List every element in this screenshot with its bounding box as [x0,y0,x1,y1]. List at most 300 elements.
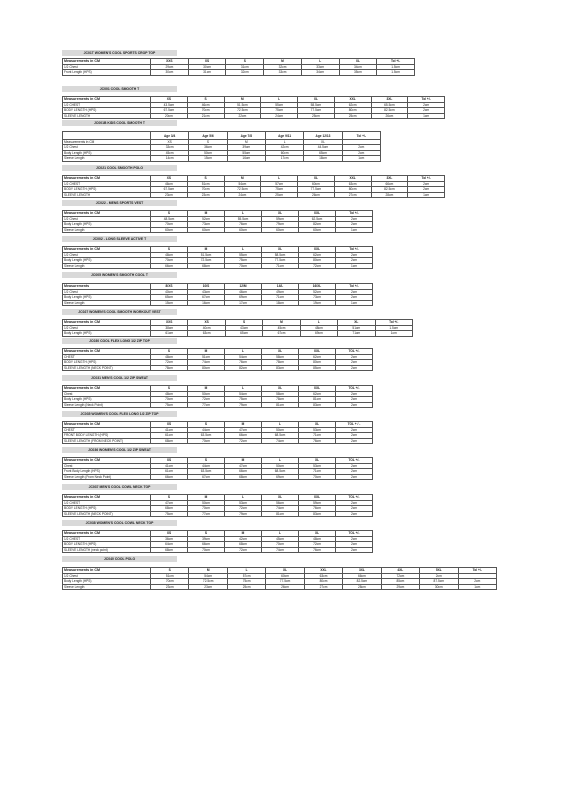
measurement-cell: 57cm [261,181,298,187]
size-header-cell: XL [262,495,299,501]
measurement-cell: 65cm [225,331,262,337]
measurement-cell: 62cm [299,391,336,397]
measurement-cell: 59cm [299,500,336,506]
size-header-cell: L [300,320,337,326]
size-table [62,567,497,590]
row-label: Body Length (HPS) [63,222,151,228]
measurement-cell: 54cm [225,354,262,360]
measurement-cell: 70cm [151,397,188,403]
size-header-cell: XL [298,97,335,103]
size-header-cell: M [188,247,225,253]
measurement-cell: 2cm [336,542,373,548]
measurement-cell: 71cm [299,469,336,475]
measurement-cell: 47cm [151,500,188,506]
measurement-cell: 68cm [151,438,188,444]
measurement-cell: 70cm [188,547,225,553]
measurement-cell: 39cm [188,536,225,542]
row-label: BODY LENGTH (HPS) [63,187,151,193]
measurement-cell: 2cm [336,397,373,403]
measurement-cell: 2cm [336,391,373,397]
header-label: Measurements in CM [63,176,151,182]
measurement-cell: 68cm [151,506,188,512]
measurement-cell: 40cm [151,289,188,295]
measurement-cell: 55cm [261,102,298,108]
header-label: Measurements in CM [63,422,151,428]
measurement-cell: 62cm [299,354,336,360]
measurement-cell: 74cm [262,547,299,553]
measurement-cell: 54cm [225,391,262,397]
measurement-cell: 66cm [225,469,262,475]
measurement-cell: 2cm [336,463,373,469]
measurement-cell: 75cm [261,108,298,114]
measurement-cell: 76cm [225,360,262,366]
measurement-cell: 56cm [262,500,299,506]
measurement-cell: 50cm [188,500,225,506]
measurement-cell: 70cm [151,579,189,585]
size-table [62,246,373,269]
size-header-cell: XS [151,422,188,428]
measurement-cell: 43cm [188,289,225,295]
measurement-cell: 50cm [262,463,299,469]
measurement-cell: 52cm [188,216,225,222]
row-label: 1/2 CHEST [63,536,151,542]
table-row [63,474,373,480]
row-label: Sleeve Length (Neck Point) [63,402,151,408]
row-label: Front Body Length (HPS) [63,469,151,475]
size-header-cell: 10/S [188,284,225,290]
measurement-cell: 70cm [262,542,299,548]
measurement-cell: 67.5cm [151,108,188,114]
size-header-cell: L [261,97,298,103]
measurement-cell: 71cm [338,331,375,337]
section-title: JC040 COOL POLO [62,556,177,562]
header-label: Measurements [63,284,151,290]
measurement-cell: 67cm [188,295,225,301]
size-table [62,421,373,444]
size-header-cell: XXL [299,211,336,217]
measurement-cell: 50cm [262,427,299,433]
measurement-cell: 26cm [298,192,335,198]
row-label: Body Length (HPS) [63,331,151,337]
measurement-cell: S [189,139,227,145]
measurement-cell: 76cm [299,506,336,512]
measurement-cell: 2cm [336,360,373,366]
row-label: BODY LENGTH (HPS) [63,542,151,548]
measurement-cell: 78cm [262,397,299,403]
row-label: Body Length (HPS) [63,397,151,403]
size-header-cell: XS [151,176,188,182]
measurement-cell: 2cm [336,258,373,264]
row-label: BODY LENGTH (HPS) [63,506,151,512]
measurement-cell: 2cm [408,108,445,114]
table-row [63,511,373,517]
size-header-cell: S [151,568,189,574]
size-header-cell: L [301,59,339,65]
measurement-cell: 2cm [336,547,373,553]
measurement-cell: 20cm [151,113,188,119]
measurement-cell: 28cm [371,192,408,198]
size-header-cell: M [225,531,262,537]
measurement-cell: 34cm [301,70,339,76]
size-header-cell: S [188,458,225,464]
measurement-cell: 80cm [299,258,336,264]
measurement-cell: 75cm [225,397,262,403]
section-title: JC030 COOL FLEX LONG 1/2 ZIP TOP [62,338,177,344]
size-header-cell: S [188,531,225,537]
header-label: Measurements in CM [63,211,151,217]
table-row [63,438,373,444]
table-row [63,300,373,306]
measurement-cell: 63.5cm [188,433,225,439]
size-header-cell: 14/L [262,284,299,290]
size-table [62,210,373,233]
size-header-cell: TOL +/- [336,386,373,392]
measurement-cell: 60cm [299,227,336,233]
measurement-cell: 53cm [225,500,262,506]
measurement-cell: 82.5cm [371,187,408,193]
measurement-cell: 76cm [299,438,336,444]
size-header-cell: XL [299,531,336,537]
section-title: JC031 MEN'S COOL 1/2 ZIP SWEAT [62,375,177,381]
measurement-cell: 85cm [299,365,336,371]
measurement-cell: 58cm [262,354,299,360]
row-label: SLEEVE LENGTH (NECK POINT) [63,511,151,517]
measurement-cell: 77.5cm [298,108,335,114]
measurement-cell: 23cm [189,584,227,590]
size-table [62,385,373,408]
measurement-cell: 29cm [151,64,189,70]
table-row [63,547,373,553]
measurement-cell: 77.5cm [266,579,304,585]
size-header-cell: XS [151,97,188,103]
row-label: 1/2 CHEST [63,102,151,108]
size-header-cell: Age 7/8 [227,132,265,140]
size-header-cell: L [262,458,299,464]
measurement-cell: 14cm [151,156,189,162]
header-label: Measurements in CM [63,97,151,103]
measurement-cell: 1.5cm [377,70,415,76]
measurement-cell: 63cm [334,181,371,187]
measurement-cell: 17cm [265,156,303,162]
size-header-cell: S [187,176,224,182]
measurement-cell: 2cm [336,427,373,433]
measurement-cell: 50cm [189,150,227,156]
measurement-cell: 55.5cm [225,216,262,222]
size-header-cell: L [225,386,262,392]
measurement-cell: 53cm [299,427,336,433]
measurement-cell: 55cm [227,150,265,156]
measurement-cell: 1cm [336,263,373,269]
row-label: Body Length (HPS) [63,295,151,301]
size-header-cell: XL [338,320,375,326]
measurement-cell: 26cm [371,113,408,119]
measurement-cell: 51cm [151,573,189,579]
measurement-cell: 45cm [262,536,299,542]
measurement-cell: 23cm [151,192,188,198]
measurement-cell: 42cm [265,145,303,151]
measurement-cell: 38cm [151,325,188,331]
size-header-cell: Tol +/- [336,211,373,217]
measurement-cell: 18cm [304,156,342,162]
measurement-cell: 82.5cm [371,108,408,114]
measurement-cell: 83cm [262,365,299,371]
measurement-cell: 55cm [225,252,262,258]
measurement-cell: 72cm [225,506,262,512]
measurement-cell: 40cm [188,325,225,331]
measurement-cell: 1cm [342,156,380,162]
header-label: Measurements in CM [63,59,151,65]
measurement-cell: 72cm [381,573,419,579]
row-label: 1/2 Chest [63,216,151,222]
measurement-cell: 60cm [298,181,335,187]
measurement-cell: 76cm [225,222,262,228]
size-header-cell: M [189,568,227,574]
measurement-cell: XL [304,139,342,145]
table-row [63,113,445,119]
measurement-cell: 68cm [188,263,225,269]
size-header-cell: L [225,495,262,501]
size-header-cell: M [225,422,262,428]
measurement-cell: 16cm [188,300,225,306]
measurement-cell: 68cm [151,547,188,553]
measurement-cell: XS [151,139,189,145]
size-header-cell: Tol +/- [408,97,445,103]
size-header-cell: Tol +/- [377,59,415,65]
size-header-cell: L [262,531,299,537]
measurement-cell: 48cm [299,536,336,542]
measurement-cell: 54cm [224,181,261,187]
size-header-cell: M [188,386,225,392]
size-header-cell: XL [262,386,299,392]
measurement-cell: 74cm [262,438,299,444]
size-header-cell: 16/XL [299,284,336,290]
measurement-cell: 53cm [299,463,336,469]
measurement-cell: 58cm [262,391,299,397]
row-label: Sleeve Length [63,156,151,162]
measurement-cell: 66cm [225,433,262,439]
size-header-cell: Tol +/- [336,247,373,253]
measurement-cell: 41cm [151,463,188,469]
measurement-cell: 68.5cm [262,469,299,475]
measurement-cell: 70cm [225,263,262,269]
measurement-cell: 29cm [381,584,419,590]
size-header-cell: XL [339,59,377,65]
measurement-cell: 60cm [266,573,304,579]
measurement-cell: 66cm [188,542,225,548]
measurement-cell: 85cm [381,579,419,585]
measurement-cell: 80cm [334,187,371,193]
size-header-cell: XS [188,59,226,65]
measurement-cell: 24cm [224,192,261,198]
measurement-cell: 72cm [225,547,262,553]
measurement-cell: 73cm [299,295,336,301]
measurement-cell: 70cm [151,258,188,264]
measurement-cell: 63cm [304,573,342,579]
section-title: JC022 - MENS SPORTS VEST [62,200,177,206]
size-header-cell: XXS [151,320,188,326]
size-header-cell: Age 9/11 [265,132,303,140]
size-header-cell: S [151,349,188,355]
size-table [62,283,373,306]
section-title: JC005 WOMEN'S SMOOTH COOL T [62,272,177,278]
size-header-cell: 12/M [225,284,262,290]
size-header-cell: Tol +/- [336,284,373,290]
measurement-cell: 33cm [264,70,302,76]
measurement-cell: 66cm [343,573,381,579]
measurement-cell: 82cm [299,222,336,228]
measurement-cell: 21cm [187,113,224,119]
measurement-cell: 51.5cm [188,252,225,258]
row-label: Sleeve Length [63,584,151,590]
row-label: SLEEVE LENGTH [63,113,151,119]
measurement-cell: 48cm [300,325,337,331]
table-row [63,584,497,590]
measurement-cell: 2cm [336,216,373,222]
size-header-cell: 3XL [343,568,381,574]
measurement-cell: 33cm [151,145,189,151]
size-header-cell: L [225,247,262,253]
size-header-cell: M [188,349,225,355]
size-header-cell: L [225,349,262,355]
measurement-cell: 82cm [225,365,262,371]
measurement-cell: M [227,139,265,145]
row-label: SLEEVE LENGTH (neck point) [63,547,151,553]
measurement-cell: 80cm [334,108,371,114]
section-title: JC021 COOL SMOOTH POLO [62,165,177,171]
measurement-cell: 1.5cm [377,64,415,70]
measurement-cell: 68cm [225,542,262,548]
measurement-cell: 58.5cm [298,102,335,108]
header-label: Measurements in CM [63,386,151,392]
measurement-cell: 2cm [408,181,445,187]
measurement-cell: 23cm [151,584,189,590]
table-row [63,156,381,162]
measurement-cell: 1cm [408,113,445,119]
row-label: 1/2 Chest [63,145,151,151]
measurement-cell: 80cm [299,360,336,366]
measurement-cell: 32cm [264,64,302,70]
row-label: CHEST [63,427,151,433]
size-header-cell: XL [299,458,336,464]
size-header-cell: TOL +/- [336,349,373,355]
measurement-cell: 61cm [151,433,188,439]
table-row [63,227,373,233]
measurement-cell: 61cm [151,469,188,475]
size-header-cell: XL [298,176,335,182]
measurement-cell: 60cm [151,227,188,233]
size-header-cell: TOL +/- [336,495,373,501]
measurement-cell: 51cm [338,325,375,331]
measurement-cell: 63.5cm [188,469,225,475]
measurement-cell: 69cm [300,331,337,337]
measurement-cell: 48cm [151,391,188,397]
measurement-cell: 15cm [189,156,227,162]
row-label: Sleeve Length (From Neck Point) [63,474,151,480]
measurement-cell: 70cm [299,474,336,480]
measurement-cell: 64cm [151,542,188,548]
measurement-cell: 58.5cm [262,252,299,258]
table-row [63,402,373,408]
measurement-cell: 75cm [227,579,265,585]
measurement-cell: 36cm [151,536,188,542]
measurement-cell: 76cm [299,547,336,553]
measurement-cell: 72cm [299,542,336,548]
size-header-cell: XL [266,568,304,574]
row-label: Chest [63,463,151,469]
size-header-cell: M [224,176,261,182]
measurement-cell: 50cm [188,391,225,397]
section-title: JC038 WOMEN'S COOL COWL NECK TOP [62,520,177,526]
measurement-cell: 27cm [334,192,371,198]
size-header-cell: M [225,458,262,464]
measurement-cell: 2cm [336,354,373,360]
measurement-cell: 32cm [226,70,264,76]
measurement-cell: 30cm [151,70,189,76]
header-label: Measurements in CM [63,495,151,501]
section-title: JC002 - LONG SLEEVE ACTIVE T [62,236,177,242]
row-label: SLEEVE LENGTH [63,192,151,198]
row-label: Chest [63,391,151,397]
row-label: Sleeve Length [63,300,151,306]
measurement-cell: 48cm [151,354,188,360]
measurement-cell: 72cm [225,438,262,444]
size-header-cell: XXL [299,349,336,355]
row-label: Sleeve Length [63,263,151,269]
size-header-cell: XS [188,320,225,326]
measurement-cell: 44cm [188,427,225,433]
measurement-cell: 78cm [151,365,188,371]
measurement-cell: 42cm [225,536,262,542]
measurement-cell: 62cm [334,102,371,108]
row-label: 1/2 Chest [63,252,151,258]
header-label: Measurements in CM [63,568,151,574]
measurement-cell: 74cm [262,506,299,512]
measurement-cell: 60cm [188,227,225,233]
measurement-cell: 35cm [339,70,377,76]
size-header-cell: S [225,320,262,326]
measurement-cell: 69cm [262,474,299,480]
measurement-cell: 2cm [458,579,496,585]
measurement-cell: 2cm [342,145,380,151]
size-header-cell: 3XL [371,97,408,103]
measurement-cell: 60cm [225,227,262,233]
measurement-cell: 2cm [336,474,373,480]
measurement-cell: 45cm [263,325,300,331]
size-table [62,319,413,337]
size-header-cell: TOL + / - [336,422,373,428]
measurement-cell: 60cm [262,227,299,233]
measurement-cell: 51cm [187,181,224,187]
size-table [62,494,373,517]
size-header-cell: XL [262,349,299,355]
measurement-cell: 72.5cm [188,258,225,264]
size-header-cell: 3XL [371,176,408,182]
size-table [62,348,373,371]
size-header-cell: M [264,59,302,65]
size-header-cell: 8/XS [151,284,188,290]
size-table [62,96,445,119]
size-header-cell: XL [262,247,299,253]
measurement-cell: 34cm [339,64,377,70]
measurement-cell: 47cm [225,427,262,433]
size-header-cell: XXL [334,176,371,182]
table-row [63,192,445,198]
size-header-cell: TOL +/- [336,531,373,537]
size-header-cell: M [224,97,261,103]
measurement-cell: 2cm [336,438,373,444]
measurement-cell: 52cm [299,289,336,295]
measurement-cell: 72cm [188,397,225,403]
